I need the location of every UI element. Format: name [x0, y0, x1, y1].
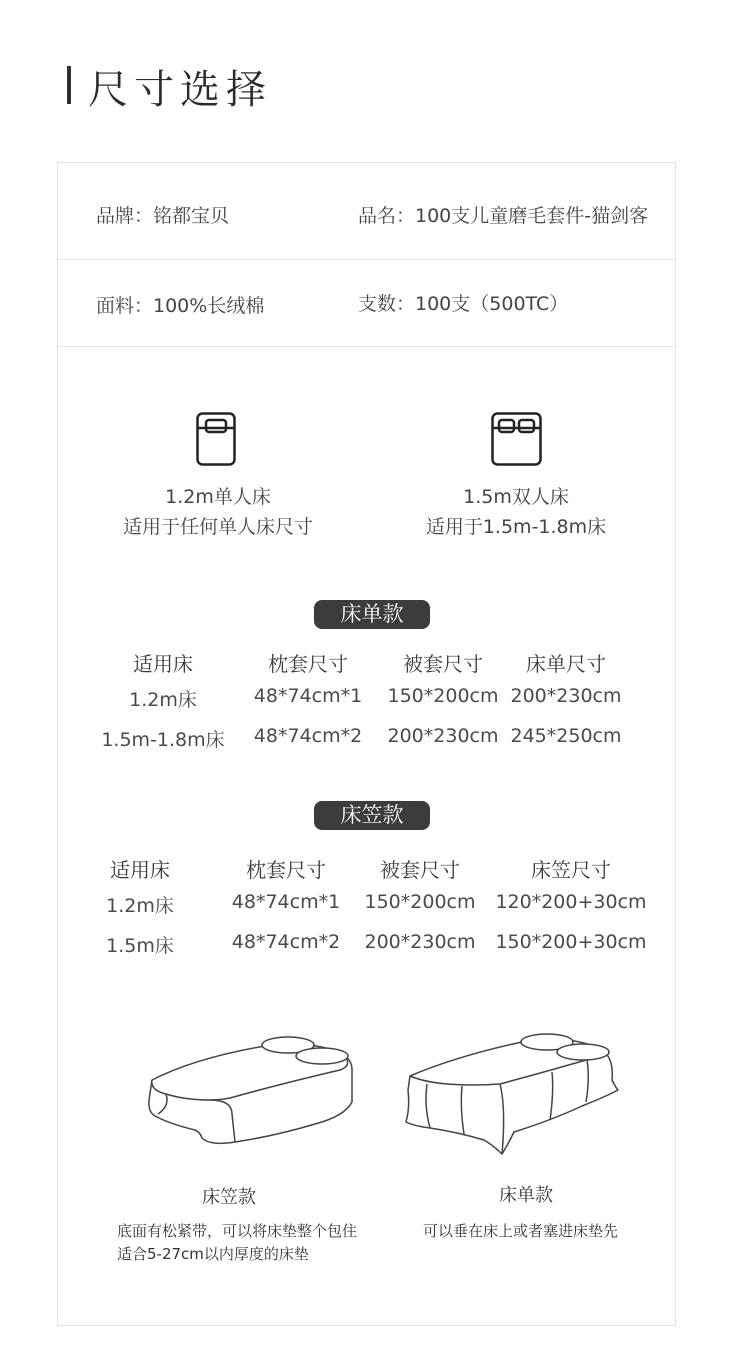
table-cell: 1.5m-1.8m床	[101, 729, 225, 751]
flat-sheet-illustration	[402, 1028, 622, 1160]
fitted-header-fitted: 床笠尺寸	[531, 858, 611, 882]
title-accent-bar	[67, 66, 71, 104]
fitted-header-bed: 适用床	[110, 858, 170, 882]
sheet-header-sheet: 床单尺寸	[526, 652, 606, 676]
single-bed-caption	[88, 482, 348, 542]
fitted-sheet-illustration	[140, 1028, 360, 1150]
table-cell: 48*74cm*2	[231, 931, 341, 953]
table-cell: 200*230cm	[510, 685, 622, 707]
double-bed-note: 适用于1.5m-1.8m床	[425, 516, 607, 538]
fabric-text: 面料：100%长绒棉	[96, 295, 265, 317]
table-cell: 150*200+30cm	[495, 931, 647, 953]
sheet-header-duvet: 被套尺寸	[403, 652, 483, 676]
fitted-header-duvet: 被套尺寸	[380, 858, 460, 882]
table-cell: 48*74cm*2	[253, 725, 363, 747]
double-bed-caption	[386, 482, 646, 542]
table-cell: 245*250cm	[510, 725, 622, 747]
single-bed-note: 适用于任何单人床尺寸	[122, 516, 313, 538]
single-bed-icon	[196, 412, 236, 466]
sheet-style-badge: 床单款	[314, 600, 430, 629]
thread-count-text: 支数：100支（500TC）	[358, 293, 569, 315]
table-cell: 48*74cm*1	[231, 891, 341, 913]
table-cell: 200*230cm	[387, 725, 499, 747]
table-cell: 1.2m床	[106, 895, 174, 917]
table-cell: 48*74cm*1	[253, 685, 363, 707]
flat-desc-line-1: 可以垂在床上或者塞进床垫先	[423, 1222, 619, 1240]
table-cell: 120*200+30cm	[495, 891, 647, 913]
fitted-desc-line-2: 适合5-27cm以内厚度的床垫	[117, 1245, 309, 1263]
table-cell: 200*230cm	[364, 931, 476, 953]
single-bed-size: 1.2m单人床	[165, 486, 271, 508]
flat-illustration-desc	[423, 1220, 618, 1243]
sheet-header-pillow: 枕套尺寸	[268, 652, 348, 676]
brand-text: 品牌：铭都宝贝	[96, 205, 230, 227]
sheet-header-bed: 适用床	[133, 652, 193, 676]
fitted-style-badge: 床笠款	[314, 801, 430, 830]
table-cell: 150*200cm	[387, 685, 499, 707]
table-cell: 150*200cm	[364, 891, 476, 913]
fitted-header-pillow: 枕套尺寸	[246, 858, 326, 882]
table-cell: 1.2m床	[129, 689, 197, 711]
double-bed-icon	[491, 412, 542, 466]
double-bed-size: 1.5m双人床	[463, 486, 569, 508]
fitted-illustration-label: 床笠款	[202, 1187, 256, 1208]
product-name-text: 品名：100支儿童磨毛套件-猫剑客	[358, 205, 649, 227]
fitted-illustration-desc	[117, 1220, 357, 1266]
table-cell: 1.5m床	[106, 935, 174, 957]
page-title: 尺寸选择	[88, 67, 272, 113]
fitted-desc-line-1: 底面有松紧带，可以将床垫整个包住	[117, 1222, 358, 1240]
flat-illustration-label: 床单款	[499, 1185, 553, 1206]
